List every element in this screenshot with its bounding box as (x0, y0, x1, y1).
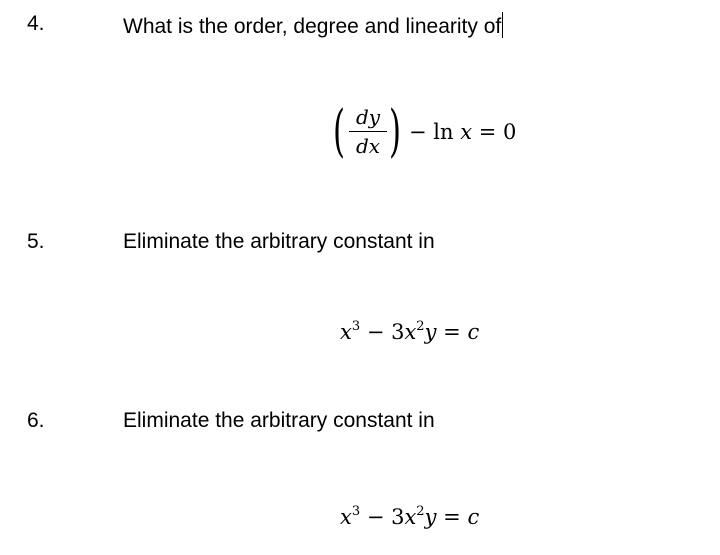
fraction-bar (349, 131, 387, 132)
fraction (347, 104, 389, 159)
variable-y: y (424, 505, 437, 529)
question-text-content: What is the order, degree and linearity of (123, 15, 502, 38)
exponent: 3 (351, 319, 361, 334)
fraction-numerator: dy (355, 105, 381, 129)
text-cursor (502, 12, 503, 38)
minus-term: − 3 (366, 320, 405, 344)
minus-term: − 3 (366, 505, 405, 529)
variable-x: x (460, 120, 473, 144)
equals-sign: = (443, 320, 461, 344)
minus-sign: − (409, 120, 427, 144)
equation-rest (409, 120, 516, 144)
question-number: 4. (27, 12, 45, 35)
equation-6 (340, 505, 479, 529)
exponent: 3 (351, 504, 361, 519)
equals-zero: = 0 (478, 120, 517, 144)
variable-x: x (340, 320, 352, 344)
ln-function: ln (433, 120, 454, 144)
constant-c: c (467, 320, 480, 344)
question-text[interactable]: Eliminate the arbitrary constant in (123, 230, 435, 253)
variable-x: x (404, 505, 417, 529)
variable-y: y (424, 320, 437, 344)
equation-4 (333, 99, 573, 166)
constant-c: c (467, 505, 480, 529)
left-paren: ( (333, 99, 346, 164)
variable-x: x (340, 505, 352, 529)
exponent: 2 (416, 319, 425, 334)
equals-sign: = (443, 505, 461, 529)
right-paren: ) (389, 99, 402, 164)
variable-x: x (404, 320, 417, 344)
fraction-denominator: dx (355, 134, 381, 158)
equation-5 (340, 320, 479, 344)
question-text[interactable]: Eliminate the arbitrary constant in (123, 409, 435, 432)
exponent: 2 (416, 504, 425, 519)
question-text[interactable] (123, 12, 503, 39)
question-number: 5. (27, 230, 45, 253)
question-number: 6. (27, 409, 45, 432)
